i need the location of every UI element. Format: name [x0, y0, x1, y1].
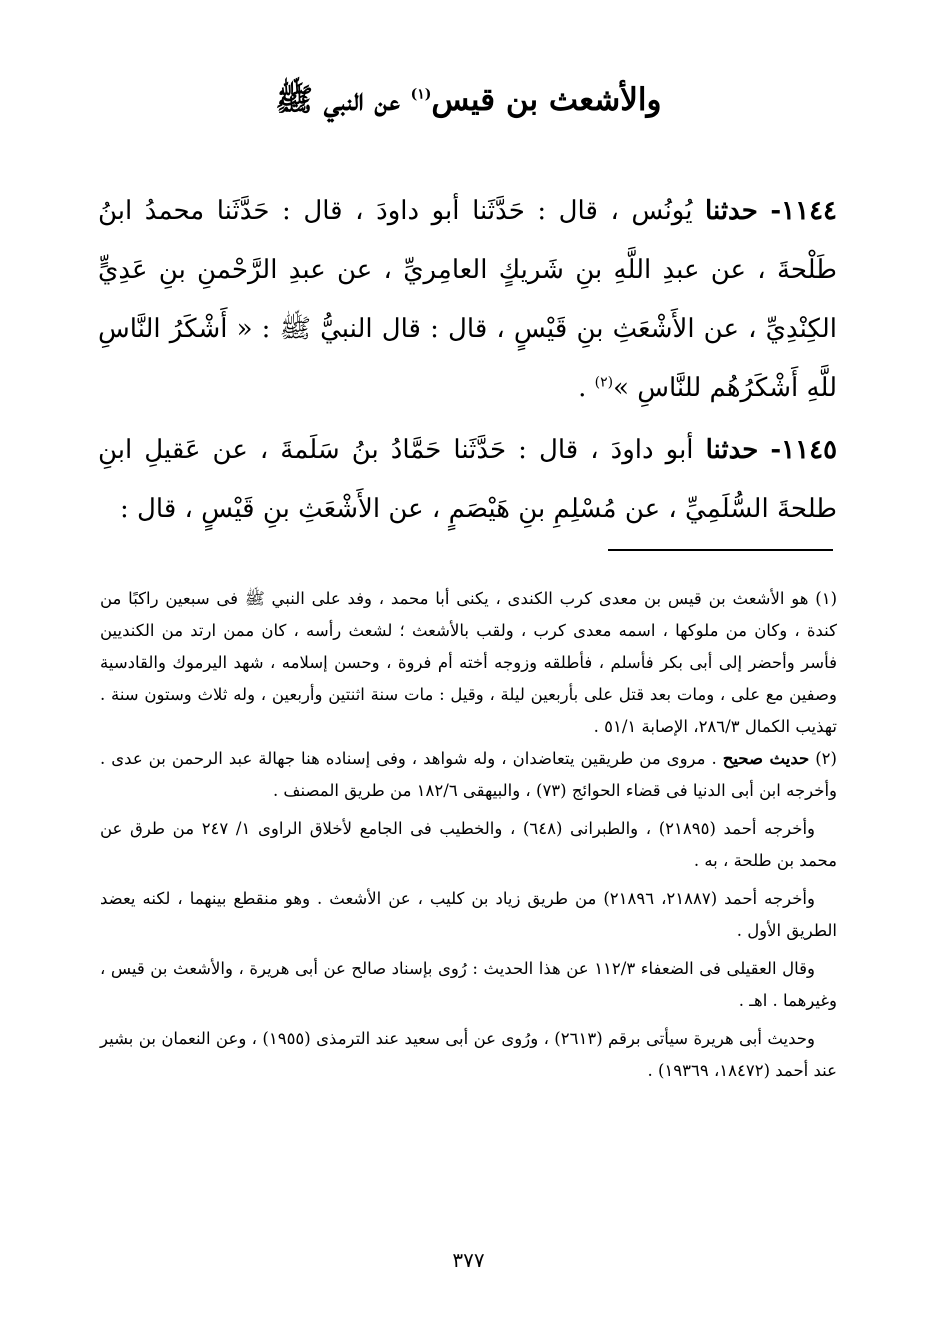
- hadith-number: ١١٤٥-: [770, 435, 838, 465]
- footnote-2-text: . مروى من طريقين يتعاضدان ، وله شواهد ، وفى إسناده هنا جهالة عبد الرحمن بن عدى . وأخرجه ابن أبى الدنيا فى قضاء الحوائج (٧٣) ، والبيهقى ١٨٢/٦ من طريق المصنف .: [100, 749, 837, 800]
- hadith-1145: [98, 421, 837, 539]
- hadith-text: يُونُس ، قال : حَدَّثَنا أبو داودَ ، قال : حَدَّثَنا محمدُ ابنُ طَلْحةَ ، عن عبدِ اللَّهِ بنِ شَريكٍ العامِريِّ ، عن عبدِ الرَّحْمنِ بنِ عَدِيٍّ الكِنْدِيِّ ، عن الأَشْعَثِ بنِ قَيْسٍ ، قال : قال النبيُّ ﷺ : « أَشْكَرُ النَّاسِ للَّهِ أَشْكَرُهُم للنَّاسِ »: [98, 196, 837, 403]
- hadith-lead: حدثنا: [705, 196, 758, 226]
- hadith-footnote-ref: (٢): [594, 374, 614, 391]
- footnotes: [100, 583, 837, 1087]
- footnote-2: [100, 743, 837, 807]
- page-number: ٣٧٧: [452, 1248, 485, 1272]
- hadith-1144: [98, 182, 837, 418]
- title-footnote-ref: (١): [410, 86, 432, 103]
- footnote-2-number: (٢): [815, 749, 837, 768]
- footnote-divider: [608, 549, 833, 551]
- title-main: والأشعث بن قيس: [431, 82, 662, 118]
- hadith-lead: حدثنا: [705, 435, 759, 465]
- hadith-text: أبو داودَ ، قال : حَدَّثَنا حَمَّادُ بنُ سَلَمةَ ، عن عَقيلِ ابنِ طلحةَ السُّلَمِيِّ ، عن مُسْلِمِ بنِ هَيْصَمٍ ، عن الأَشْعَثِ بنِ قَيْسٍ ، قال :: [98, 435, 837, 524]
- footnote-2-para-6: وحديث أبى هريرة سيأتى برقم (٢٦١٣) ، ورُوى عن أبى سعيد عند الترمذى (١٩٥٥) ، وعن النعمان بن بشير عند أحمد (١٨٤٧٢، ١٩٣٦٩) .: [100, 1029, 837, 1080]
- main-text: [98, 182, 837, 542]
- footnote-2-grade: حديث صحيح: [722, 749, 810, 768]
- footnote-2-para-5: وقال العقيلى فى الضعفاء ١١٢/٣ عن هذا الحديث : رُوى بإسناد صالح عن أبى هريرة ، والأشعث بن قيس ، وغيرهما . اهـ .: [100, 959, 837, 1010]
- chapter-title: [0, 82, 937, 119]
- footnote-2-para-4: وأخرجه أحمد (٢١٨٨٧، ٢١٨٩٦) من طريق زياد بن كليب ، عن الأشعث . وهو منقطع بينهما ، لكنه يعضد الطريق الأول .: [100, 889, 837, 940]
- hadith-number: ١١٤٤-: [770, 196, 837, 226]
- title-rest: عن النبي ﷺ: [275, 82, 400, 118]
- footnote-1: (١) هو الأشعث بن قيس بن معدى كرب الكندى ، يكنى أبا محمد ، وفد على النبي ﷺ فى سبعين راكبًا من كندة ، وكان من ملوكها ، اسمه معدى كرب ، ولقب بالأشعث ؛ لشعث رأسه ، كان ممن ارتد من الكنديين فأسر وأحضر إلى أبى بكر فأسلم ، فأطلقه وزوجه أخته أم فروة ، وحسن إسلامه ، شهد اليرموك والقادسية وصفين مع على ، ومات بعد قتل على بأربعين ليلة ، وقيل : مات سنة اثنتين وأربعين ، وله ثلاث وستون سنة . تهذيب الكمال ٢٨٦/٣، الإصابة ٥١/١ .: [100, 589, 837, 736]
- footnote-2-para-3: وأخرجه أحمد (٢١٨٩٥) ، والطبرانى (٦٤٨) ، والخطيب فى الجامع لأخلاق الراوى ١/ ٢٤٧ من طرق عن محمد بن طلحة ، به .: [100, 819, 837, 870]
- hadith-end: .: [578, 373, 595, 403]
